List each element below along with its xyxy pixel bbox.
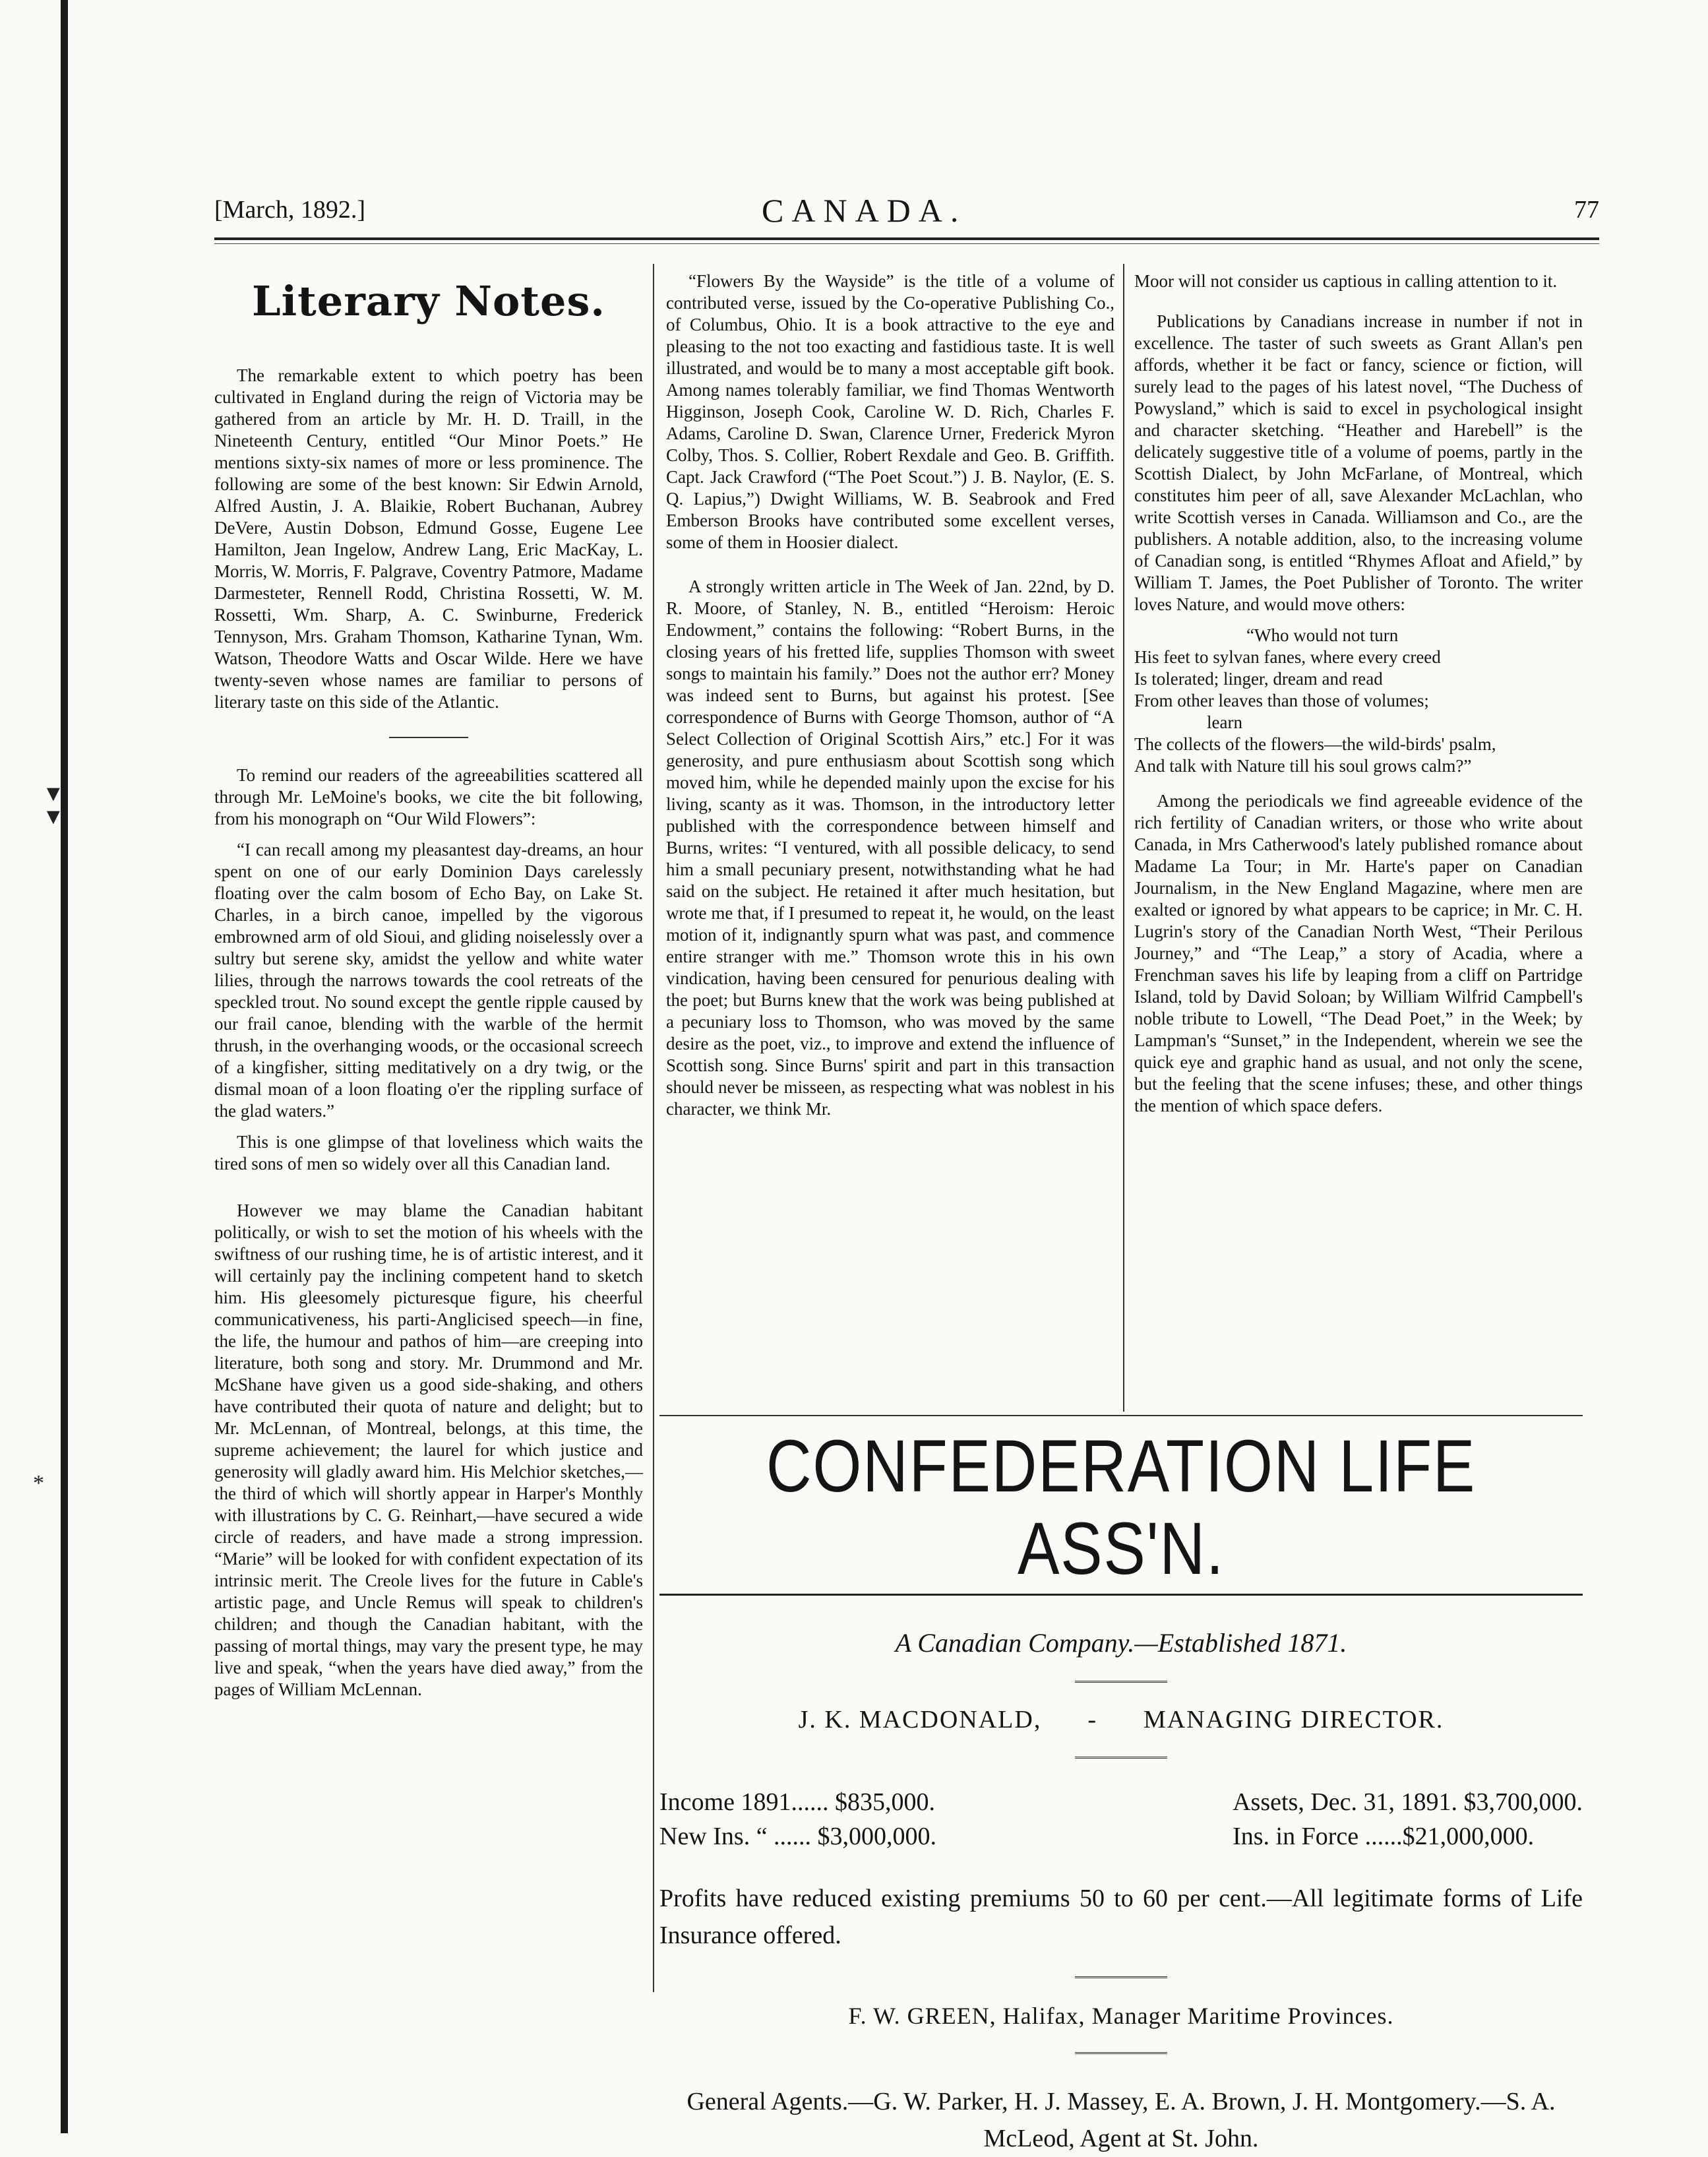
paragraph: The remarkable extent to which poetry has been cultivated in England during the reign of Victoria may be gathered from an article by Mr. H. D. Traill, in the Nineteenth Century, entitled “Our Minor Poets.” He mentions sixty-six names of more or less prominence. The following are some of the best known: Sir Edwin Arnold, Alfred Austin, J. A. Blaikie, Robert Buchanan, Aubrey DeVere, Austin Dobson, Edmund Gosse, Eugene Lee Hamilton, Jean Ingelow, Andrew Lang, Eric MacKay, L. Morris, W. Morris, F. Palgrave, Coventry Patmore, Madame Darmesteter, Rennell Rodd, Christina Rossetti, W. M. Rossetti, Wm. Sharp, A. C. Swinburne, Frederick Tennyson, Mrs. Graham Thomson, Katharine Tynan, Wm. Watson, Theodore Watts and Oscar Wilde. Here we have twenty-seven whose names are familiar to persons of literary taste on this side of the Atlantic.: [214, 365, 643, 712]
heading-rule: [659, 1594, 1583, 1596]
paragraph: Moor will not consider us captious in calling attention to it.: [1134, 271, 1558, 291]
header-rule-thin: [214, 243, 1599, 244]
quotation: “I can recall among my pleasantest day-dreams, an hour spent on one of our early Dominion Days carelessly floating over the calm bosom of Echo Bay, on Lake St. Charles, in a birch canoe, impelled by the vigorous embrowned arm of old Sioui, and gliding noiselessly over a sultry but serene sky, amidst the yellow and white water lilies, through the narrows towards the cool retreats of the speckled trout. No sound except the gentle ripple caused by our frail canoe, blending with the warble of the hermit thrush, in the overhanging woods, or the occasional screech of a kingfisher, sitting meditatively on a dry twig, or the dismal moan of a loon floating o'er the rippling surface of the glad waters.”: [214, 840, 643, 1121]
binding-rule: [61, 0, 68, 2133]
issue-date: [March, 1892.]: [214, 196, 365, 224]
director-name: J. K. MACDONALD,: [798, 1706, 1042, 1734]
advertisement-heading: CONFEDERATION LIFE ASS'N.: [766, 1425, 1477, 1590]
paragraph: This is one glimpse of that loveliness which waits the tired sons of men so widely over all this Canadian land.: [214, 1132, 643, 1173]
column-rule: [653, 264, 654, 1992]
edge-mark: *: [33, 1471, 44, 1495]
regional-manager: F. W. GREEN, Halifax, Manager Maritime Provinces.: [848, 2003, 1394, 2029]
separator: [1075, 2052, 1167, 2054]
paragraph: “Flowers By the Wayside” is the title of a volume of contributed verse, issued by the Co-operative Publishing Co., of Columbus, Ohio. It is a book attractive to the eye and pleasing to the not too exacting and fastidious taste. It is well illustrated, and would be to many a most acceptable gift book. Among names tolerably familiar, we find Thomas Wentworth Higginson, Joseph Cook, Caroline W. D. Rich, Charles F. Adams, Caroline D. Swan, Clarence Urner, Frederick Myron Colby, Thos. S. Collier, Robert Rexdale and Geo. B. Griffith. Capt. Jack Crawford (“The Poet Scout.”) J. B. Naylor, (E. S. Q. Lapius,”) Dwight Williams, W. B. Seabrook and Fred Emberson Brooks have contributed some excellent verses, some of them in Hoosier dialect.: [666, 271, 1114, 552]
figures-left: [659, 1785, 936, 1854]
new-insurance-figure: New Ins. “ ...... $3,000,000.: [659, 1823, 937, 1850]
edge-mark: ▼: [42, 782, 65, 806]
poem-line: And talk with Nature till his soul grows calm?”: [1134, 756, 1472, 776]
poem: [1134, 625, 1583, 777]
director-title: MANAGING DIRECTOR.: [1143, 1706, 1444, 1734]
poem-line: learn: [1207, 712, 1242, 732]
financial-figures: [659, 1785, 1583, 1854]
paragraph: However we may blame the Canadian habitant politically, or wish to set the motion of his wheels with the swiftness of our rushing time, he is of artistic interest, and it will certainly pay the inclining competent hand to sketch him. His gleesomely picturesque figure, his cheerful communicativeness, his parti-Anglicised speech—in fine, the life, the humour and pathos of him—are creeping into literature, both song and story. Mr. Drummond and Mr. McShane have given us a good side-shaking, and others have contributed their quota of nature and delight; but to Mr. McLennan, of Montreal, belongs, at this time, the supreme achievement; the laurel for which justice and generosity will gladly award him. His Melchior sketches,—the third of which will shortly appear in Harper's Monthly with illustrations by C. G. Reinhart,—have secured a wide circle of readers, and have made a strong impression. “Marie” will be looked for with confident expectation of its intrinsic merit. The Creole lives for the future in Cable's artistic page, and Uncle Remus will speak to children's children; and though the Canadian habitant, with the passing of mortal things, may vary the present type, he may live and speak, “when the years have died away,” from the pages of William McLennan.: [214, 1201, 643, 1699]
section-title: Literary Notes.: [252, 277, 605, 325]
separator: [1075, 1681, 1167, 1683]
header-rule: [214, 237, 1599, 240]
page-number: 77: [1574, 196, 1599, 224]
separator: [1075, 1976, 1167, 1978]
figures-right: [1233, 1785, 1583, 1854]
poem-line: His feet to sylvan fanes, where every creed: [1134, 647, 1441, 667]
advertisement-rule: [659, 1415, 1583, 1416]
company-tagline: A Canadian Company.—Established 1871.: [895, 1628, 1347, 1658]
column-1: [214, 270, 643, 1710]
poem-line: The collects of the flowers—the wild-birds' psalm,: [1134, 734, 1496, 754]
separator: [1075, 1757, 1167, 1759]
column-rule: [1123, 264, 1124, 1412]
edge-mark: ▼: [42, 805, 65, 829]
in-force-figure: Ins. in Force ......$21,000,000.: [1233, 1823, 1535, 1850]
column-3: [1134, 270, 1583, 1126]
publication-title: CANADA.: [762, 192, 967, 229]
director-dash: -: [1087, 1706, 1097, 1734]
paragraph: To remind our readers of the agreeabilities scattered all through Mr. LeMoine's books, we cite the bit following, from his monograph on “Our Wild Flowers”:: [214, 765, 643, 828]
separator: [389, 737, 468, 738]
advertisement: [659, 1425, 1583, 2157]
profits-statement: Profits have reduced existing premiums 50 to 60 per cent.—All legitimate forms of Life Insurance offered.: [659, 1885, 1583, 1949]
poem-line: Is tolerated; linger, dream and read: [1134, 669, 1383, 689]
paragraph: A strongly written article in The Week of Jan. 22nd, by D. R. Moore, of Stanley, N. B., entitled “Heroism: Heroic Endowment,” contains the following: “Robert Burns, in the closing years of his fretted life, supplies Thomson with sweet songs to maintain his family.” Does not the author err? Money was indeed sent to Burns, but against his protest. [See correspondence of Burns with George Thomson, author of “A Select Collection of Original Scottish Airs,” etc.] For it was generosity, and pure enthusiasm about Scottish song which moved him, while he depended mainly upon the excise for his living, scanty as it was. Thomson, in the introductory letter published with the correspondence between himself and Burns, writes: “I ventured, with all possible delicacy, to send him a small pecuniary present, notwithstanding what he had said on the subject. He retained it after much hesitation, but wrote me that, if I presumed to repeat it, he would, on the least motion of it, indignantly spurn what was past, and commence entire stranger with me.” Thomson wrote this in his own vindication, having been censured for penurious dealing with the poet; but Burns knew that the work was being published at a pecuniary loss to Thomson, who was moved by the same desire as the poet, viz., to improve and extend the influence of Scottish song. Since Burns' spirit and part in this transaction should never be misseen, as respecting what was noblest in his character, we think Mr.: [666, 577, 1114, 1119]
income-figure: Income 1891...... $835,000.: [659, 1788, 935, 1816]
managing-director: [659, 1705, 1583, 1734]
paragraph: Publications by Canadians increase in number if not in excellence. The taster of such sweets as Grant Allan's pen affords, whether it be fact or fancy, science or fiction, will surely lead to the pages of his latest novel, “The Duchess of Powysland,” which is said to excel in psychological insight and character sketching. “Heather and Harebell” is the delicately suggestive title of a volume of poems, partly in the Scottish Dialect, by John McFarlane, of Montreal, which constitutes him peer of all, save Alexander McLachlan, who write Scottish verses in Canada. Williamson and Co., are the publishers. A notable addition, also, to the increasing volume of Canadian song, is entitled “Rhymes Afloat and Afield,” by William T. James, the Poet Publisher of Toronto. The writer loves Nature, and would move others:: [1134, 311, 1583, 614]
poem-line: “Who would not turn: [1246, 625, 1399, 645]
poem-line: From other leaves than those of volumes;: [1134, 691, 1429, 710]
general-agents: General Agents.—G. W. Parker, H. J. Massey, E. A. Brown, J. H. Montgomery.—S. A. McLeod, Agent at St. John.: [686, 2088, 1556, 2152]
paragraph: Among the periodicals we find agreeable evidence of the rich fertility of Canadian writers, or those who write about Canada, in Mrs Catherwood's lately published romance about Madame La Tour; in Mr. Harte's paper on Canadian Journalism, in the New England Magazine, where men are exalted or ignored by what appears to be caprice; in Mr. C. H. Lugrin's story of the Canadian North West, “Their Perilous Journey,” and “The Leap,” a story of Acadia, where a Frenchman saves his life by leaping from a cliff on Partridge Island, told by David Soloan; by William Wilfrid Campbell's noble tribute to Lowell, “The Dead Poet,” in the Week; by Lampman's “Sunset,” in the Independent, wherein we see the quick eye and graphic hand as usual, and not only the scene, but the feeling that the scene infuses; these, and other things the mention of which space defers.: [1134, 791, 1583, 1115]
column-2: [666, 270, 1114, 1129]
assets-figure: Assets, Dec. 31, 1891. $3,700,000.: [1233, 1788, 1583, 1816]
page-header: [214, 191, 1599, 231]
